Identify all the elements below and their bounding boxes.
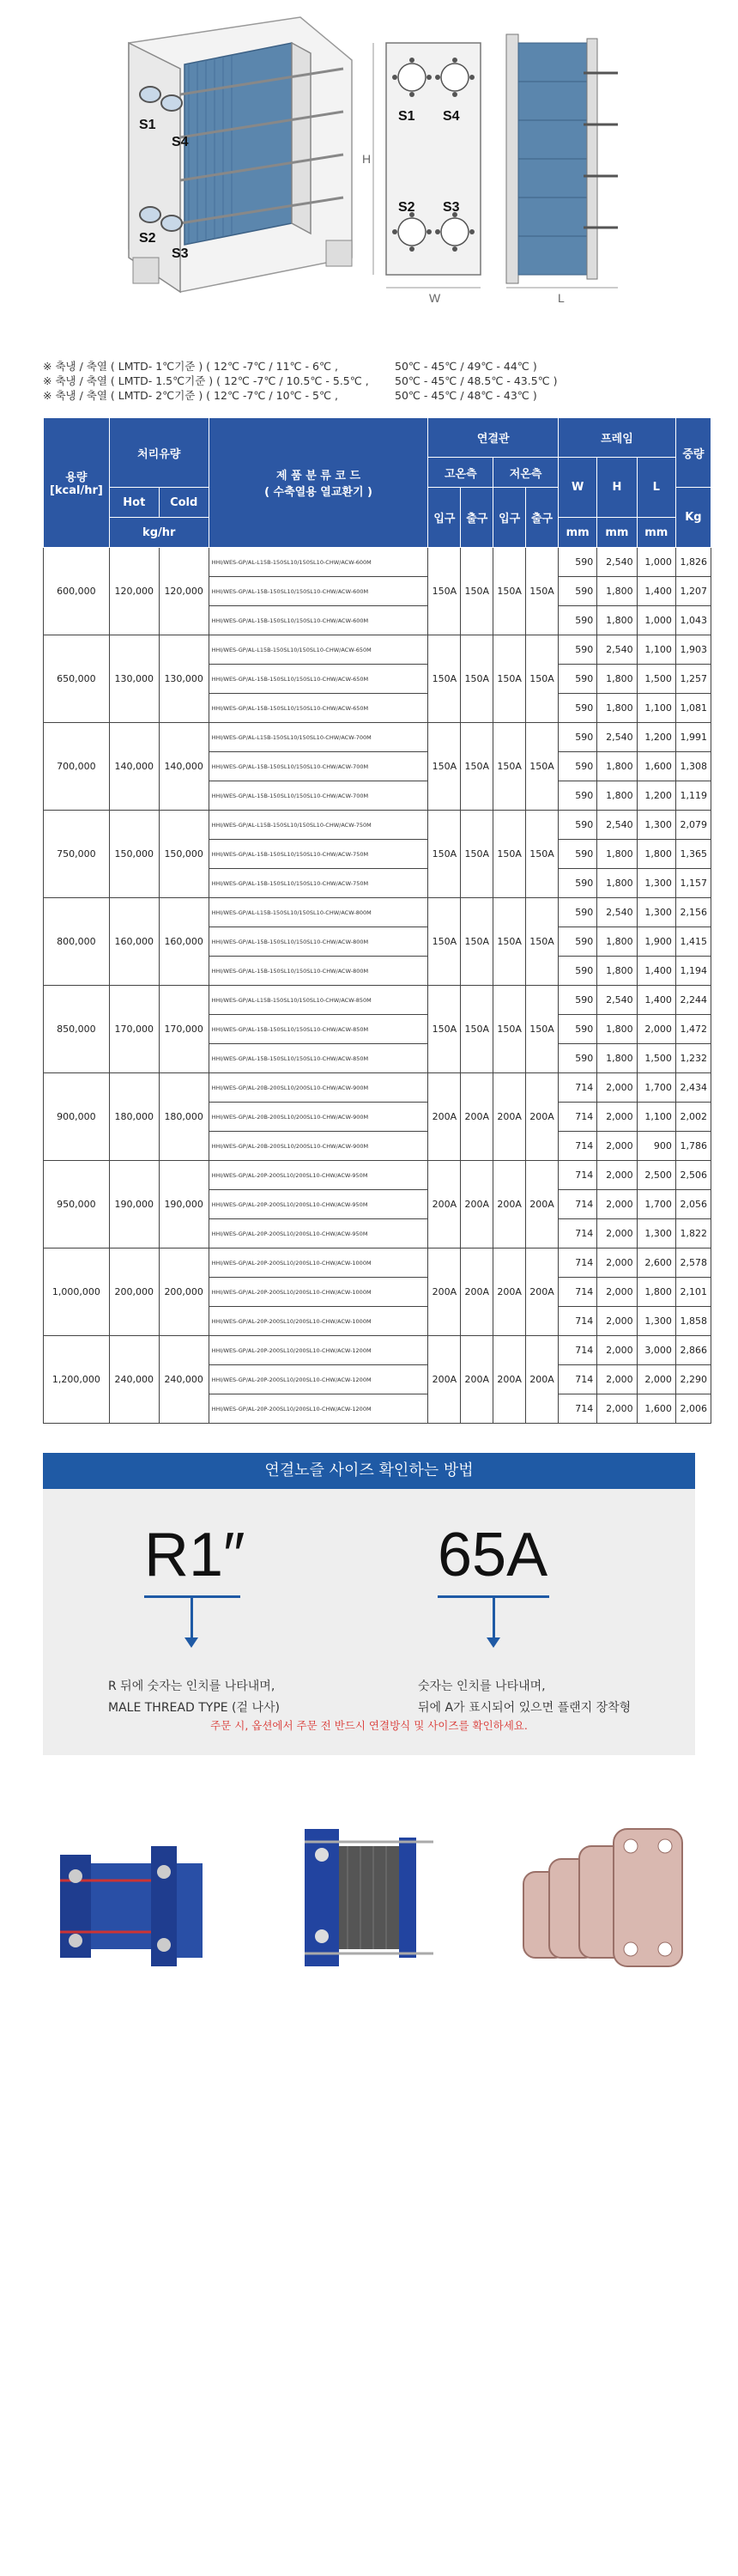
frame-w-cell: 714 <box>559 1249 597 1278</box>
dim-w: W <box>429 291 441 305</box>
header-conn: 연결관 <box>428 418 559 458</box>
frame-h-cell: 2,000 <box>597 1249 637 1278</box>
front-label-s2: S2 <box>398 200 415 215</box>
header-inlet-high: 입구 <box>428 488 461 548</box>
frame-h-cell: 1,800 <box>597 840 637 869</box>
conn-high-inlet-cell: 150A <box>428 635 461 723</box>
frame-l-cell: 1,000 <box>637 606 675 635</box>
conn-high-inlet-cell: 200A <box>428 1073 461 1161</box>
code-cell: HHI/WES-GP/AL-15B-150SL10/150SL10-CHW/ACW-600M <box>209 606 428 635</box>
frame-h-cell: 2,000 <box>597 1278 637 1307</box>
weight-cell: 1,043 <box>675 606 711 635</box>
capacity-cell: 850,000 <box>44 986 110 1073</box>
dim-l: L <box>558 291 565 305</box>
table-row <box>44 1336 711 1365</box>
frame-l-cell: 2,600 <box>637 1249 675 1278</box>
code-cell: HHI/WES-GP/AL-20P-200SL10/200SL10-CHW/ACW-1200M <box>209 1365 428 1394</box>
table-row <box>44 548 711 577</box>
header-code: 제 품 분 류 코 드 ( 수축열용 열교환기 ) <box>209 418 428 548</box>
capacity-cell: 800,000 <box>44 898 110 986</box>
conn-low-inlet-cell: 150A <box>493 635 526 723</box>
frame-w-cell: 714 <box>559 1103 597 1132</box>
code-cell: HHI/WES-GP/AL-20P-200SL10/200SL10-CHW/ACW-1200M <box>209 1336 428 1365</box>
weight-cell: 1,308 <box>675 752 711 781</box>
frame-h-cell: 1,800 <box>597 752 637 781</box>
conn-high-outlet-cell: 150A <box>461 811 493 898</box>
header-high-side: 고온측 <box>428 458 493 488</box>
frame-w-cell: 590 <box>559 694 597 723</box>
code-cell: HHI/WES-GP/AL-20P-200SL10/200SL10-CHW/ACW-1000M <box>209 1307 428 1336</box>
frame-w-cell: 590 <box>559 869 597 898</box>
header-inlet-low: 입구 <box>493 488 526 548</box>
code-cell: HHI/WES-GP/AL-L15B-150SL10/150SL10-CHW/ACW-850M <box>209 986 428 1015</box>
hot-flow-cell: 120,000 <box>109 548 159 635</box>
weight-cell: 1,858 <box>675 1307 711 1336</box>
frame-l-cell: 1,600 <box>637 752 675 781</box>
frame-h-cell: 2,000 <box>597 1132 637 1161</box>
capacity-cell: 1,000,000 <box>44 1249 110 1336</box>
code-cell: HHI/WES-GP/AL-15B-150SL10/150SL10-CHW/ACW-700M <box>209 752 428 781</box>
conn-high-outlet-cell: 150A <box>461 635 493 723</box>
weight-cell: 1,081 <box>675 694 711 723</box>
table-row <box>44 1249 711 1278</box>
conn-high-inlet-cell: 200A <box>428 1336 461 1424</box>
frame-l-cell: 1,300 <box>637 811 675 840</box>
frame-w-cell: 590 <box>559 781 597 811</box>
frame-h-cell: 1,800 <box>597 927 637 957</box>
weight-cell: 1,991 <box>675 723 711 752</box>
r1-example: R1″ <box>144 1521 245 1589</box>
code-cell: HHI/WES-GP/AL-20P-200SL10/200SL10-CHW/ACW-1000M <box>209 1278 428 1307</box>
header-h: H <box>597 458 637 518</box>
conn-high-outlet-cell: 200A <box>461 1249 493 1336</box>
frame-h-cell: 2,000 <box>597 1219 637 1249</box>
frame-h-cell: 1,800 <box>597 957 637 986</box>
65a-description: 숫자는 인치를 나타내며, 뒤에 A가 표시되어 있으면 플랜지 장착형 <box>418 1680 632 1715</box>
conn-low-outlet-cell: 200A <box>526 1249 559 1336</box>
frame-h-cell: 2,000 <box>597 1103 637 1132</box>
frame-l-cell: 1,300 <box>637 1219 675 1249</box>
front-side-view-diagram <box>360 9 635 318</box>
port-label-s3: S3 <box>172 246 189 261</box>
frame-w-cell: 590 <box>559 840 597 869</box>
code-cell: HHI/WES-GP/AL-20P-200SL10/200SL10-CHW/ACW-950M <box>209 1219 428 1249</box>
frame-l-cell: 1,600 <box>637 1394 675 1424</box>
code-cell: HHI/WES-GP/AL-L15B-150SL10/150SL10-CHW/ACW-800M <box>209 898 428 927</box>
frame-l-cell: 1,100 <box>637 694 675 723</box>
header-l: L <box>637 458 675 518</box>
hot-flow-cell: 240,000 <box>109 1336 159 1424</box>
frame-w-cell: 590 <box>559 898 597 927</box>
table-row <box>44 635 711 665</box>
code-cell: HHI/WES-GP/AL-15B-150SL10/150SL10-CHW/ACW-700M <box>209 781 428 811</box>
conn-low-inlet-cell: 150A <box>493 548 526 635</box>
frame-w-cell: 590 <box>559 606 597 635</box>
frame-h-cell: 2,540 <box>597 548 637 577</box>
weight-cell: 1,415 <box>675 927 711 957</box>
code-cell: HHI/WES-GP/AL-20P-200SL10/200SL10-CHW/ACW-1000M <box>209 1249 428 1278</box>
cold-flow-cell: 170,000 <box>159 986 209 1073</box>
frame-w-cell: 590 <box>559 723 597 752</box>
table-row <box>44 811 711 840</box>
frame-h-cell: 2,000 <box>597 1073 637 1103</box>
header-frame: 프레임 <box>559 418 676 458</box>
code-cell: HHI/WES-GP/AL-15B-150SL10/150SL10-CHW/ACW-800M <box>209 927 428 957</box>
note-line: ※ 축냉 / 축열 ( LMTD- 2℃기준 ) ( 12℃ -7℃ / 10℃ - 5℃ , 50℃ - 45℃ / 48℃ - 43℃ ) <box>43 389 537 402</box>
frame-l-cell: 900 <box>637 1132 675 1161</box>
frame-h-cell: 2,540 <box>597 723 637 752</box>
frame-w-cell: 590 <box>559 811 597 840</box>
code-cell: HHI/WES-GP/AL-L15B-150SL10/150SL10-CHW/ACW-750M <box>209 811 428 840</box>
capacity-cell: 950,000 <box>44 1161 110 1249</box>
frame-h-cell: 2,540 <box>597 898 637 927</box>
code-cell: HHI/WES-GP/AL-L15B-150SL10/150SL10-CHW/ACW-700M <box>209 723 428 752</box>
frame-w-cell: 714 <box>559 1278 597 1307</box>
note-line: ※ 축냉 / 축열 ( LMTD- 1℃기준 ) ( 12℃ -7℃ / 11℃ - 6℃ , 50℃ - 45℃ / 49℃ - 44℃ ) <box>43 360 537 373</box>
frame-h-cell: 1,800 <box>597 665 637 694</box>
r1-description: R 뒤에 숫자는 인치를 나타내며, MALE THREAD TYPE (겉 나사) <box>108 1680 280 1715</box>
port-label-s2: S2 <box>139 231 156 246</box>
spec-table <box>43 417 711 1424</box>
weight-cell: 2,156 <box>675 898 711 927</box>
frame-w-cell: 590 <box>559 665 597 694</box>
cold-flow-cell: 240,000 <box>159 1336 209 1424</box>
hot-flow-cell: 170,000 <box>109 986 159 1073</box>
order-warning: 주문 시, 옵션에서 주문 전 반드시 연결방식 및 사이즈를 확인하세요. <box>210 1719 528 1732</box>
conn-high-inlet-cell: 150A <box>428 986 461 1073</box>
conn-low-outlet-cell: 150A <box>526 986 559 1073</box>
nozzle-size-guide-title: 연결노즐 사이즈 확인하는 방법 <box>43 1453 695 1489</box>
frame-l-cell: 3,000 <box>637 1336 675 1365</box>
conn-high-inlet-cell: 200A <box>428 1249 461 1336</box>
conn-low-inlet-cell: 150A <box>493 898 526 986</box>
frame-w-cell: 714 <box>559 1365 597 1394</box>
frame-h-cell: 2,000 <box>597 1394 637 1424</box>
frame-w-cell: 714 <box>559 1394 597 1424</box>
port-label-s4: S4 <box>172 135 189 149</box>
conn-low-outlet-cell: 150A <box>526 811 559 898</box>
code-cell: HHI/WES-GP/AL-20B-200SL10/200SL10-CHW/ACW-900M <box>209 1103 428 1132</box>
header-outlet-high: 출구 <box>461 488 493 548</box>
weight-cell: 1,207 <box>675 577 711 606</box>
header-w: W <box>559 458 597 518</box>
nozzle-size-guide <box>43 1489 695 1755</box>
frame-w-cell: 590 <box>559 577 597 606</box>
front-label-s4: S4 <box>443 109 460 124</box>
code-cell: HHI/WES-GP/AL-20P-200SL10/200SL10-CHW/ACW-950M <box>209 1161 428 1190</box>
conn-low-inlet-cell: 150A <box>493 986 526 1073</box>
capacity-cell: 900,000 <box>44 1073 110 1161</box>
frame-l-cell: 1,400 <box>637 986 675 1015</box>
hot-flow-cell: 150,000 <box>109 811 159 898</box>
table-row <box>44 1073 711 1103</box>
conn-high-outlet-cell: 150A <box>461 986 493 1073</box>
frame-l-cell: 1,500 <box>637 1044 675 1073</box>
conn-high-outlet-cell: 150A <box>461 723 493 811</box>
header-cold: Cold <box>159 488 209 518</box>
conn-high-inlet-cell: 200A <box>428 1161 461 1249</box>
capacity-cell: 650,000 <box>44 635 110 723</box>
frame-h-cell: 1,800 <box>597 577 637 606</box>
65a-example: 65A <box>438 1521 548 1589</box>
weight-cell: 1,232 <box>675 1044 711 1073</box>
frame-h-cell: 2,540 <box>597 811 637 840</box>
lmtd-notes <box>43 359 558 403</box>
table-row <box>44 723 711 752</box>
code-cell: HHI/WES-GP/AL-15B-150SL10/150SL10-CHW/ACW-800M <box>209 957 428 986</box>
header-low-side: 저온측 <box>493 458 559 488</box>
frame-h-cell: 1,800 <box>597 1044 637 1073</box>
weight-cell: 1,257 <box>675 665 711 694</box>
conn-low-inlet-cell: 150A <box>493 723 526 811</box>
weight-cell: 2,290 <box>675 1365 711 1394</box>
conn-low-outlet-cell: 200A <box>526 1336 559 1424</box>
cold-flow-cell: 180,000 <box>159 1073 209 1161</box>
code-cell: HHI/WES-GP/AL-L15B-150SL10/150SL10-CHW/ACW-600M <box>209 548 428 577</box>
header-weight: 중량 <box>675 418 711 488</box>
frame-l-cell: 1,800 <box>637 840 675 869</box>
weight-cell: 2,056 <box>675 1190 711 1219</box>
weight-cell: 2,244 <box>675 986 711 1015</box>
conn-high-outlet-cell: 150A <box>461 898 493 986</box>
frame-w-cell: 590 <box>559 986 597 1015</box>
frame-l-cell: 1,100 <box>637 635 675 665</box>
hot-flow-cell: 140,000 <box>109 723 159 811</box>
conn-low-outlet-cell: 200A <box>526 1073 559 1161</box>
frame-l-cell: 1,400 <box>637 957 675 986</box>
code-cell: HHI/WES-GP/AL-20B-200SL10/200SL10-CHW/ACW-900M <box>209 1132 428 1161</box>
cold-flow-cell: 200,000 <box>159 1249 209 1336</box>
cold-flow-cell: 160,000 <box>159 898 209 986</box>
frame-w-cell: 590 <box>559 957 597 986</box>
frame-w-cell: 714 <box>559 1161 597 1190</box>
conn-high-inlet-cell: 150A <box>428 811 461 898</box>
table-row <box>44 1161 711 1190</box>
code-cell: HHI/WES-GP/AL-15B-150SL10/150SL10-CHW/ACW-750M <box>209 869 428 898</box>
conn-low-outlet-cell: 150A <box>526 898 559 986</box>
frame-h-cell: 2,000 <box>597 1336 637 1365</box>
frame-l-cell: 1,300 <box>637 1307 675 1336</box>
weight-cell: 2,506 <box>675 1161 711 1190</box>
code-cell: HHI/WES-GP/AL-15B-150SL10/150SL10-CHW/ACW-600M <box>209 577 428 606</box>
conn-low-outlet-cell: 200A <box>526 1161 559 1249</box>
cold-flow-cell: 130,000 <box>159 635 209 723</box>
frame-h-cell: 2,000 <box>597 1190 637 1219</box>
weight-cell: 1,822 <box>675 1219 711 1249</box>
header-mm-w: mm <box>559 518 597 548</box>
down-arrow-icon <box>184 1637 198 1648</box>
conn-high-inlet-cell: 150A <box>428 898 461 986</box>
frame-h-cell: 1,800 <box>597 694 637 723</box>
weight-cell: 2,434 <box>675 1073 711 1103</box>
frame-l-cell: 1,800 <box>637 1278 675 1307</box>
front-label-s3: S3 <box>443 200 460 215</box>
front-label-s1: S1 <box>398 109 415 124</box>
conn-low-inlet-cell: 200A <box>493 1249 526 1336</box>
conn-low-outlet-cell: 150A <box>526 548 559 635</box>
hot-flow-cell: 200,000 <box>109 1249 159 1336</box>
cold-flow-cell: 190,000 <box>159 1161 209 1249</box>
weight-cell: 1,365 <box>675 840 711 869</box>
frame-l-cell: 2,000 <box>637 1015 675 1044</box>
65a-arrow-stem <box>493 1598 495 1639</box>
code-cell: HHI/WES-GP/AL-15B-150SL10/150SL10-CHW/ACW-650M <box>209 694 428 723</box>
weight-cell: 2,006 <box>675 1394 711 1424</box>
frame-h-cell: 2,000 <box>597 1365 637 1394</box>
code-cell: HHI/WES-GP/AL-15B-150SL10/150SL10-CHW/ACW-850M <box>209 1015 428 1044</box>
r1-arrow-stem <box>191 1598 193 1639</box>
frame-w-cell: 714 <box>559 1132 597 1161</box>
port-label-s1: S1 <box>139 118 156 132</box>
capacity-cell: 750,000 <box>44 811 110 898</box>
frame-h-cell: 1,800 <box>597 1015 637 1044</box>
code-cell: HHI/WES-GP/AL-20P-200SL10/200SL10-CHW/ACW-950M <box>209 1190 428 1219</box>
hot-flow-cell: 180,000 <box>109 1073 159 1161</box>
conn-low-inlet-cell: 150A <box>493 811 526 898</box>
conn-high-outlet-cell: 200A <box>461 1161 493 1249</box>
frame-h-cell: 2,000 <box>597 1307 637 1336</box>
frame-w-cell: 714 <box>559 1073 597 1103</box>
frame-h-cell: 2,540 <box>597 986 637 1015</box>
conn-high-inlet-cell: 150A <box>428 548 461 635</box>
frame-w-cell: 590 <box>559 1015 597 1044</box>
weight-cell: 2,866 <box>675 1336 711 1365</box>
conn-high-inlet-cell: 150A <box>428 723 461 811</box>
weight-cell: 1,119 <box>675 781 711 811</box>
frame-l-cell: 1,000 <box>637 548 675 577</box>
photo-heat-exchanger-units <box>43 1812 215 1984</box>
header-mm-h: mm <box>597 518 637 548</box>
weight-cell: 1,157 <box>675 869 711 898</box>
frame-w-cell: 590 <box>559 635 597 665</box>
cold-flow-cell: 120,000 <box>159 548 209 635</box>
conn-low-outlet-cell: 150A <box>526 723 559 811</box>
code-cell: HHI/WES-GP/AL-20P-200SL10/200SL10-CHW/ACW-1200M <box>209 1394 428 1424</box>
note-line: ※ 축냉 / 축열 ( LMTD- 1.5℃기준 ) ( 12℃ -7℃ / 10.5℃ - 5.5℃ , 50℃ - 45℃ / 48.5℃ - 43.5℃ ) <box>43 374 558 387</box>
frame-l-cell: 1,300 <box>637 898 675 927</box>
photo-gasket-plates <box>515 1812 695 1984</box>
down-arrow-icon <box>487 1637 500 1648</box>
weight-cell: 2,578 <box>675 1249 711 1278</box>
frame-h-cell: 1,800 <box>597 606 637 635</box>
hot-flow-cell: 160,000 <box>109 898 159 986</box>
header-flow-unit: kg/hr <box>109 518 209 548</box>
photo-frame-heat-exchanger <box>279 1812 451 1984</box>
frame-w-cell: 714 <box>559 1307 597 1336</box>
header-hot: Hot <box>109 488 159 518</box>
header-flow: 처리유량 <box>109 418 209 488</box>
code-cell: HHI/WES-GP/AL-15B-150SL10/150SL10-CHW/ACW-650M <box>209 665 428 694</box>
frame-h-cell: 1,800 <box>597 781 637 811</box>
conn-low-inlet-cell: 200A <box>493 1336 526 1424</box>
weight-cell: 2,002 <box>675 1103 711 1132</box>
code-cell: HHI/WES-GP/AL-15B-150SL10/150SL10-CHW/ACW-850M <box>209 1044 428 1073</box>
capacity-cell: 700,000 <box>44 723 110 811</box>
header-mm-l: mm <box>637 518 675 548</box>
frame-h-cell: 1,800 <box>597 869 637 898</box>
frame-l-cell: 1,400 <box>637 577 675 606</box>
table-row <box>44 986 711 1015</box>
frame-l-cell: 1,500 <box>637 665 675 694</box>
table-row <box>44 898 711 927</box>
weight-cell: 1,903 <box>675 635 711 665</box>
weight-cell: 2,079 <box>675 811 711 840</box>
cold-flow-cell: 140,000 <box>159 723 209 811</box>
frame-w-cell: 590 <box>559 1044 597 1073</box>
conn-low-inlet-cell: 200A <box>493 1161 526 1249</box>
cold-flow-cell: 150,000 <box>159 811 209 898</box>
code-cell: HHI/WES-GP/AL-15B-150SL10/150SL10-CHW/ACW-750M <box>209 840 428 869</box>
dim-h: H <box>362 152 372 166</box>
hot-flow-cell: 190,000 <box>109 1161 159 1249</box>
code-cell: HHI/WES-GP/AL-20B-200SL10/200SL10-CHW/ACW-900M <box>209 1073 428 1103</box>
weight-cell: 1,472 <box>675 1015 711 1044</box>
frame-l-cell: 1,300 <box>637 869 675 898</box>
conn-low-outlet-cell: 150A <box>526 635 559 723</box>
frame-l-cell: 1,700 <box>637 1073 675 1103</box>
frame-w-cell: 590 <box>559 752 597 781</box>
frame-l-cell: 2,500 <box>637 1161 675 1190</box>
header-outlet-low: 출구 <box>526 488 559 548</box>
conn-high-outlet-cell: 200A <box>461 1073 493 1161</box>
weight-cell: 1,826 <box>675 548 711 577</box>
frame-l-cell: 1,900 <box>637 927 675 957</box>
frame-l-cell: 1,200 <box>637 781 675 811</box>
frame-w-cell: 590 <box>559 927 597 957</box>
frame-w-cell: 714 <box>559 1219 597 1249</box>
frame-w-cell: 714 <box>559 1190 597 1219</box>
frame-h-cell: 2,540 <box>597 635 637 665</box>
conn-high-outlet-cell: 150A <box>461 548 493 635</box>
weight-cell: 2,101 <box>675 1278 711 1307</box>
header-capacity: 용량 [kcal/hr] <box>44 418 110 548</box>
conn-high-outlet-cell: 200A <box>461 1336 493 1424</box>
frame-w-cell: 714 <box>559 1336 597 1365</box>
frame-h-cell: 2,000 <box>597 1161 637 1190</box>
weight-cell: 1,786 <box>675 1132 711 1161</box>
capacity-cell: 600,000 <box>44 548 110 635</box>
conn-low-inlet-cell: 200A <box>493 1073 526 1161</box>
capacity-cell: 1,200,000 <box>44 1336 110 1424</box>
code-cell: HHI/WES-GP/AL-L15B-150SL10/150SL10-CHW/ACW-650M <box>209 635 428 665</box>
frame-w-cell: 590 <box>559 548 597 577</box>
frame-l-cell: 2,000 <box>637 1365 675 1394</box>
weight-cell: 1,194 <box>675 957 711 986</box>
frame-l-cell: 1,100 <box>637 1103 675 1132</box>
frame-l-cell: 1,200 <box>637 723 675 752</box>
header-kg: Kg <box>675 488 711 548</box>
hot-flow-cell: 130,000 <box>109 635 159 723</box>
frame-l-cell: 1,700 <box>637 1190 675 1219</box>
